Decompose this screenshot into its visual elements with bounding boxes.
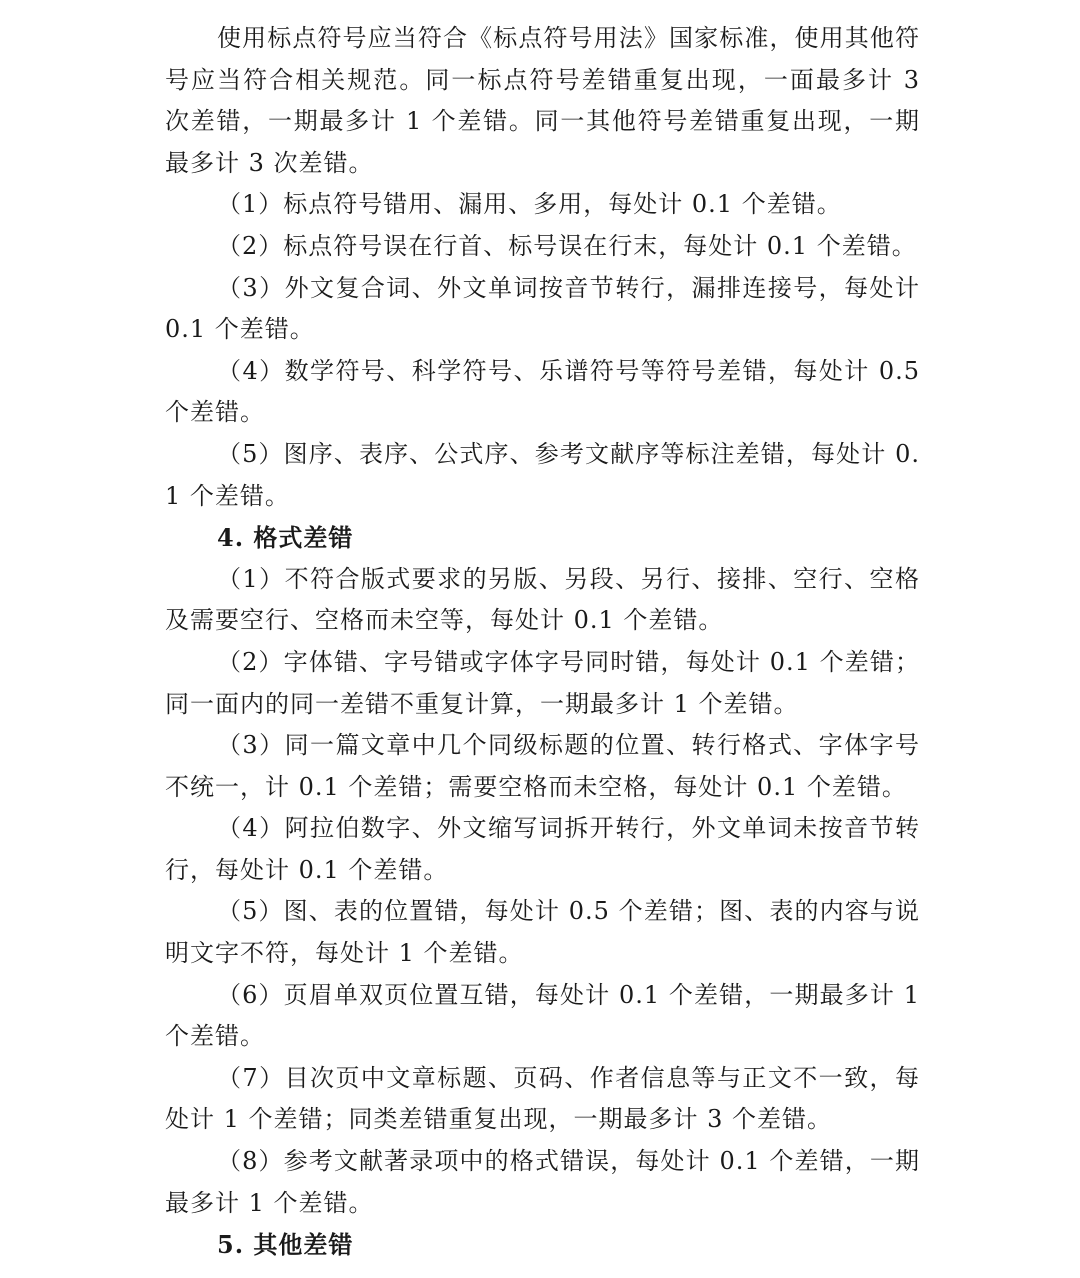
format-item-2: （2）字体错、字号错或字体字号同时错，每处计 0.1 个差错；同一面内的同一差错不重复计算，一期最多计 1 个差错。 — [165, 647, 920, 718]
format-item-7: （7）目次页中文章标题、页码、作者信息等与正文不一致，每处计 1 个差错；同类差错重复出现，一期最多计 3 个差错。 — [165, 1063, 920, 1134]
section-4-heading: 4. 格式差错 — [217, 523, 354, 553]
punctuation-item-2: （2）标点符号误在行首、标号误在行末，每处计 0.1 个差错。 — [217, 231, 917, 260]
punctuation-item-3: （3）外文复合词、外文单词按音节转行，漏排连接号，每处计 0.1 个差错。 — [165, 273, 920, 344]
format-item-8: （8）参考文献著录项中的格式错误，每处计 0.1 个差错，一期最多计 1 个差错。 — [165, 1147, 920, 1217]
punctuation-item-4: （4）数学符号、科学符号、乐谱符号等符号差错，每处计 0.5 个差错。 — [165, 356, 920, 427]
format-item-3: （3）同一篇文章中几个同级标题的位置、转行格式、字体字号不统一，计 0.1 个差错；需要空格而未空格，每处计 0.1 个差错。 — [165, 731, 920, 801]
format-item-6: （6）页眉单双页位置互错，每处计 0.1 个差错，一期最多计 1 个差错。 — [165, 980, 920, 1051]
punctuation-item-5: （5）图序、表序、公式序、参考文献序等标注差错，每处计 0.1 个差错。 — [165, 439, 920, 510]
format-item-5: （5）图、表的位置错，每处计 0.5 个差错；图、表的内容与说明文字不符，每处计 1 个差错。 — [165, 897, 920, 968]
punctuation-item-1: （1）标点符号错用、漏用、多用，每处计 0.1 个差错。 — [217, 190, 842, 219]
format-item-4: （4）阿拉伯数字、外文缩写词拆开转行，外文单词未按音节转行，每处计 0.1 个差错。 — [165, 814, 920, 884]
section-5-heading: 5. 其他差错 — [217, 1230, 354, 1260]
intro-paragraph: 使用标点符号应当符合《标点符号用法》国家标准，使用其他符号应当符合相关规范。同一标点符号差错重复出现，一面最多计 3 次差错，一期最多计 1 个差错。同一其他符号差错重复出现，一期最多计 3 次差错。 — [165, 24, 920, 177]
format-item-1: （1）不符合版式要求的另版、另段、另行、接排、空行、空格及需要空行、空格而未空等，每处计 0.1 个差错。 — [165, 564, 920, 635]
document-body — [165, 18, 920, 1266]
